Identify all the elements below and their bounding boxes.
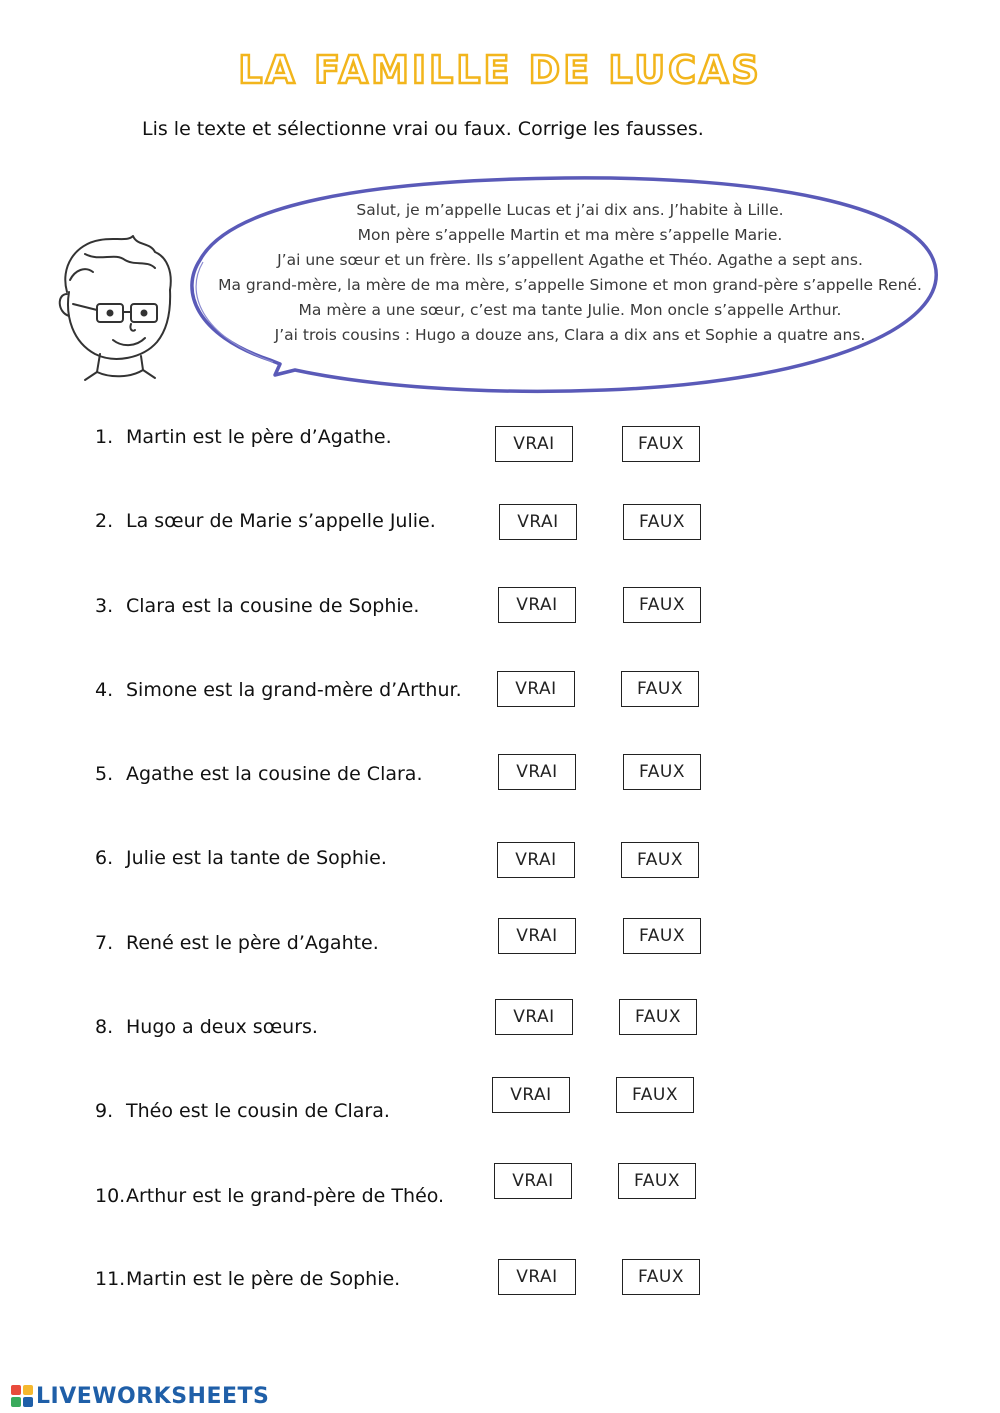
question-number: 11. [95, 1268, 126, 1290]
faux-button-3[interactable]: FAUX [623, 587, 701, 623]
question-text: Simone est la grand-mère d’Arthur. [126, 679, 462, 701]
vrai-button-7[interactable]: VRAI [498, 918, 576, 954]
vrai-button-6[interactable]: VRAI [497, 842, 575, 878]
question-7 [95, 932, 379, 954]
faux-button-11[interactable]: FAUX [622, 1259, 700, 1295]
vrai-button-8[interactable]: VRAI [495, 999, 573, 1035]
faux-button-4[interactable]: FAUX [621, 671, 699, 707]
bubble-line: Mon père s’appelle Martin et ma mère s’appelle Marie. [357, 226, 783, 244]
question-text: Julie est la tante de Sophie. [126, 847, 387, 869]
bubble-text [200, 198, 940, 348]
question-5 [95, 763, 423, 785]
question-number: 5. [95, 763, 114, 785]
question-11 [95, 1268, 400, 1290]
faux-button-8[interactable]: FAUX [619, 999, 697, 1035]
faux-button-5[interactable]: FAUX [623, 754, 701, 790]
bubble-line: Salut, je m’appelle Lucas et j’ai dix ans. J’habite à Lille. [356, 201, 784, 219]
question-text: Martin est le père d’Agathe. [126, 426, 392, 448]
bubble-line: J’ai trois cousins : Hugo a douze ans, Clara a dix ans et Sophie a quatre ans. [274, 326, 866, 344]
question-text: Martin est le père de Sophie. [126, 1268, 401, 1290]
question-4 [95, 679, 462, 701]
vrai-button-3[interactable]: VRAI [498, 587, 576, 623]
question-text: Théo est le cousin de Clara. [126, 1100, 390, 1122]
question-9 [95, 1100, 390, 1122]
question-3 [95, 595, 419, 617]
question-1 [95, 426, 392, 448]
vrai-button-2[interactable]: VRAI [499, 504, 577, 540]
faux-button-10[interactable]: FAUX [618, 1163, 696, 1199]
instruction-text: Lis le texte et sélectionne vrai ou faux. Corrige les fausses. [142, 118, 704, 140]
faux-button-9[interactable]: FAUX [616, 1077, 694, 1113]
faux-button-1[interactable]: FAUX [622, 426, 700, 462]
bubble-line: Ma mère a une sœur, c’est ma tante Julie. Mon oncle s’appelle Arthur. [298, 301, 842, 319]
page-title: LA FAMILLE DE LUCAS [238, 48, 762, 92]
vrai-button-10[interactable]: VRAI [494, 1163, 572, 1199]
question-text: Arthur est le grand-père de Théo. [126, 1185, 445, 1207]
vrai-button-11[interactable]: VRAI [498, 1259, 576, 1295]
vrai-button-5[interactable]: VRAI [498, 754, 576, 790]
question-2 [95, 510, 436, 532]
vrai-button-1[interactable]: VRAI [495, 426, 573, 462]
vrai-button-4[interactable]: VRAI [497, 671, 575, 707]
question-number: 7. [95, 932, 114, 954]
question-text: La sœur de Marie s’appelle Julie. [126, 510, 436, 532]
question-number: 9. [95, 1100, 114, 1122]
footer-brand-text: LIVEWORKSHEETS [36, 1383, 270, 1409]
question-text: Hugo a deux sœurs. [126, 1016, 318, 1038]
boy-illustration [55, 232, 185, 382]
question-10 [95, 1185, 444, 1207]
question-number: 4. [95, 679, 114, 701]
question-number: 3. [95, 595, 114, 617]
question-text: Clara est la cousine de Sophie. [126, 595, 420, 617]
footer-brand[interactable] [10, 1383, 269, 1409]
liveworksheets-logo-icon [10, 1384, 34, 1408]
bubble-line: J’ai une sœur et un frère. Ils s’appellent Agathe et Théo. Agathe a sept ans. [277, 251, 863, 269]
question-number: 1. [95, 426, 114, 448]
question-number: 6. [95, 847, 114, 869]
vrai-button-9[interactable]: VRAI [492, 1077, 570, 1113]
question-8 [95, 1016, 318, 1038]
question-text: René est le père d’Agahte. [126, 932, 379, 954]
question-number: 2. [95, 510, 114, 532]
question-6 [95, 847, 387, 869]
question-number: 10. [95, 1185, 126, 1207]
question-number: 8. [95, 1016, 114, 1038]
question-text: Agathe est la cousine de Clara. [126, 763, 423, 785]
faux-button-2[interactable]: FAUX [623, 504, 701, 540]
faux-button-7[interactable]: FAUX [623, 918, 701, 954]
bubble-line: Ma grand-mère, la mère de ma mère, s’appelle Simone et mon grand-père s’appelle René. [218, 276, 922, 294]
faux-button-6[interactable]: FAUX [621, 842, 699, 878]
